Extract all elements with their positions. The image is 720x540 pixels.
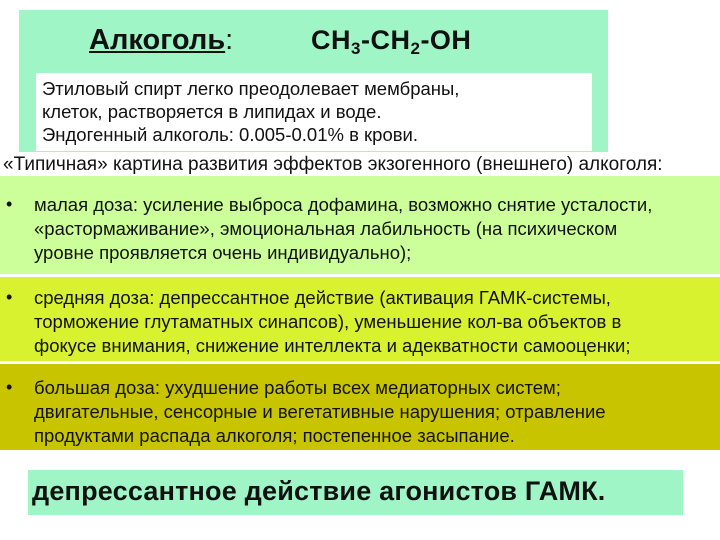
bullet-band-large-dose (0, 364, 720, 450)
formula-part-3: -OH (420, 25, 472, 55)
bullet-marker: • (6, 377, 13, 397)
formula-part-2: -CH (360, 25, 411, 55)
info-line: Эндогенный алкоголь: 0.005-0.01% в крови. (42, 124, 419, 145)
bullet-line: большая доза: ухудшение работы всех медиаторных систем; (34, 377, 561, 398)
bullet-marker: • (6, 194, 13, 214)
formula-sub-2: 2 (410, 39, 421, 58)
bullet-line: средняя доза: депрессантное действие (активация ГАМК-системы, (34, 287, 611, 308)
title-colon: : (225, 24, 234, 56)
bullet-line: малая доза: усиление выброса дофамина, возможно снятие усталости, (34, 194, 653, 215)
formula-sub-1: 3 (351, 39, 361, 58)
title-word: Алкоголь (89, 24, 226, 56)
intro-text: «Типичная» картина развития эффектов экзогенного (внешнего) алкоголя: (3, 154, 663, 175)
conclusion-text: депрессантное действие агонистов ГАМК. (32, 476, 606, 506)
bullet-band-small-dose (0, 176, 720, 274)
formula-part-1: CH (311, 25, 351, 55)
info-line: клеток, растворяется в липидах и воде. (42, 101, 382, 122)
bullet-line: «растормаживание», эмоциональная лабильность (на психическом (34, 218, 618, 239)
info-box (36, 73, 592, 151)
info-line: Этиловый спирт легко преодолевает мембраны, (42, 78, 460, 99)
bullet-band-medium-dose (0, 277, 720, 361)
bullet-line: двигательные, сенсорные и вегетативные нарушения; отравление (34, 401, 606, 422)
chemical-formula (311, 25, 471, 59)
title-heading (89, 24, 233, 57)
conclusion-box (28, 470, 683, 515)
bullet-marker: • (6, 287, 13, 307)
bullet-line: продуктами распада алкоголя; постепенное засыпание. (34, 425, 515, 446)
bullet-line: уровне проявляется очень индивидуально); (34, 242, 412, 263)
bullet-line: фокусе внимания, снижение интеллекта и адекватности самооценки; (34, 335, 631, 356)
bullet-line: торможение глутаматных синапсов), уменьшение кол-ва объектов в (34, 311, 622, 332)
